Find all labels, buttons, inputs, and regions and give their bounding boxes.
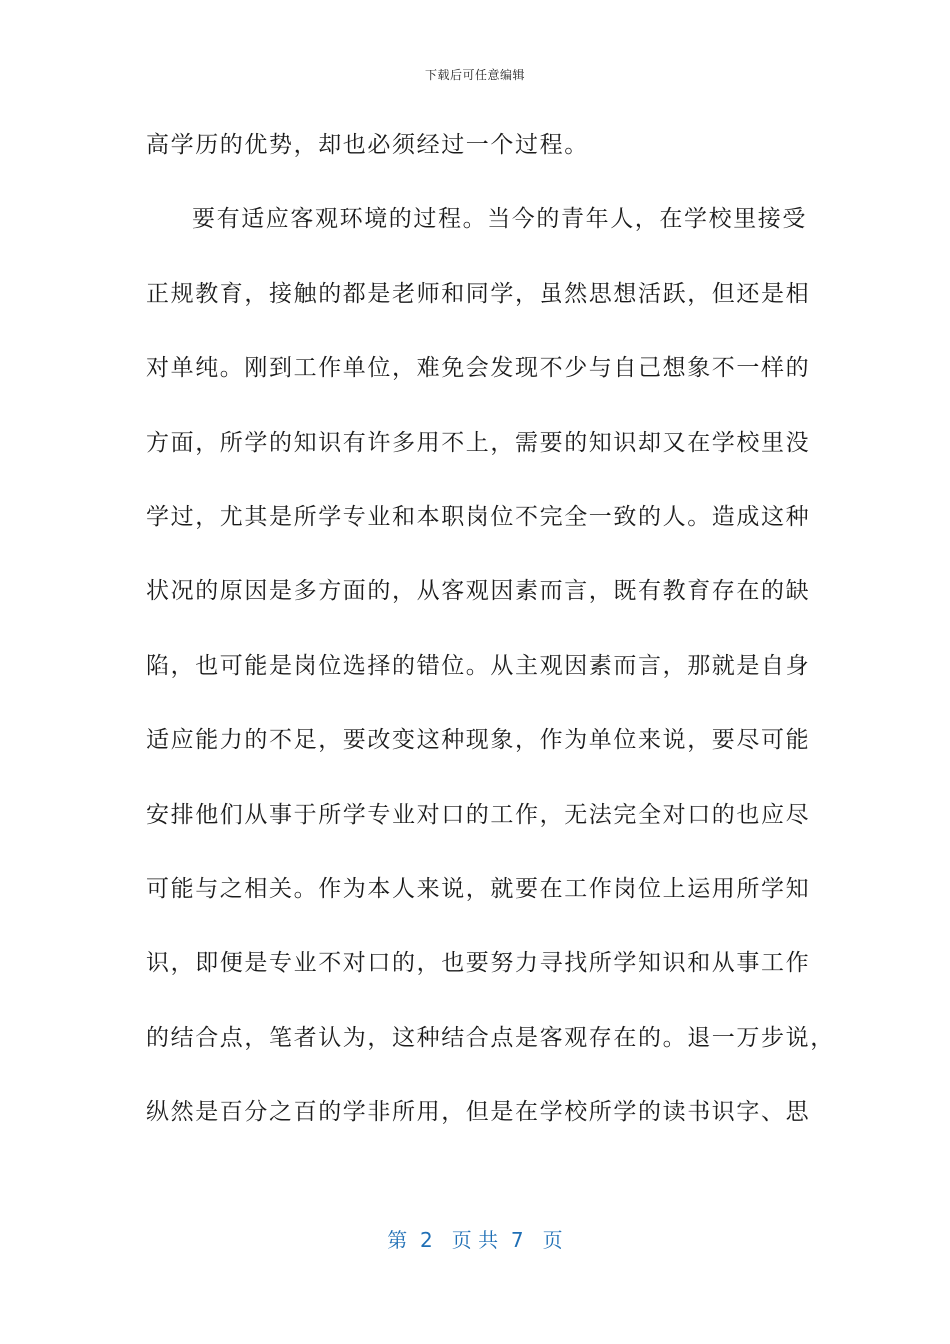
page-number-footer: 第 2 页 共 7 页 [387,1228,563,1252]
text-line: 安排他们从事于所学专业对口的工作，无法完全对口的也应尽 [146,801,811,828]
text-line: 识，即便是专业不对口的，也要努力寻找所学知识和从事工作 [146,950,811,977]
text-line: 可能与之相关。作为本人来说，就要在工作岗位上运用所学知 [146,875,811,902]
text-line: 状况的原因是多方面的，从客观因素而言，既有教育存在的缺 [146,578,811,605]
text-line: 陷，也可能是岗位选择的错位。从主观因素而言，那就是自身 [146,652,811,679]
text-line: 方面，所学的知识有许多用不上，需要的知识却又在学校里没 [146,429,811,456]
text-line: 高学历的优势，却也必须经过一个过程。 [146,132,589,158]
text-line: 学过，尤其是所学专业和本职岗位不完全一致的人。造成这种 [146,503,811,530]
document-body [146,108,835,1149]
text-line: 对单纯。刚到工作单位，难免会发现不少与自己想象不一样的 [146,355,811,382]
page-header: 下载后可任意编辑 [424,68,525,82]
text-line: 适应能力的不足，要改变这种现象，作为单位来说，要尽可能 [146,727,811,754]
text-line: 的结合点，笔者认为，这种结合点是客观存在的。退一万步说， [146,1024,835,1051]
text-line: 正规教育，接触的都是老师和同学，虽然思想活跃，但还是相 [146,280,811,307]
text-line: 纵然是百分之百的学非所用，但是在学校所学的读书识字、思 [146,1099,811,1126]
text-line: 要有适应客观环境的过程。当今的青年人，在学校里接受 [192,206,807,233]
